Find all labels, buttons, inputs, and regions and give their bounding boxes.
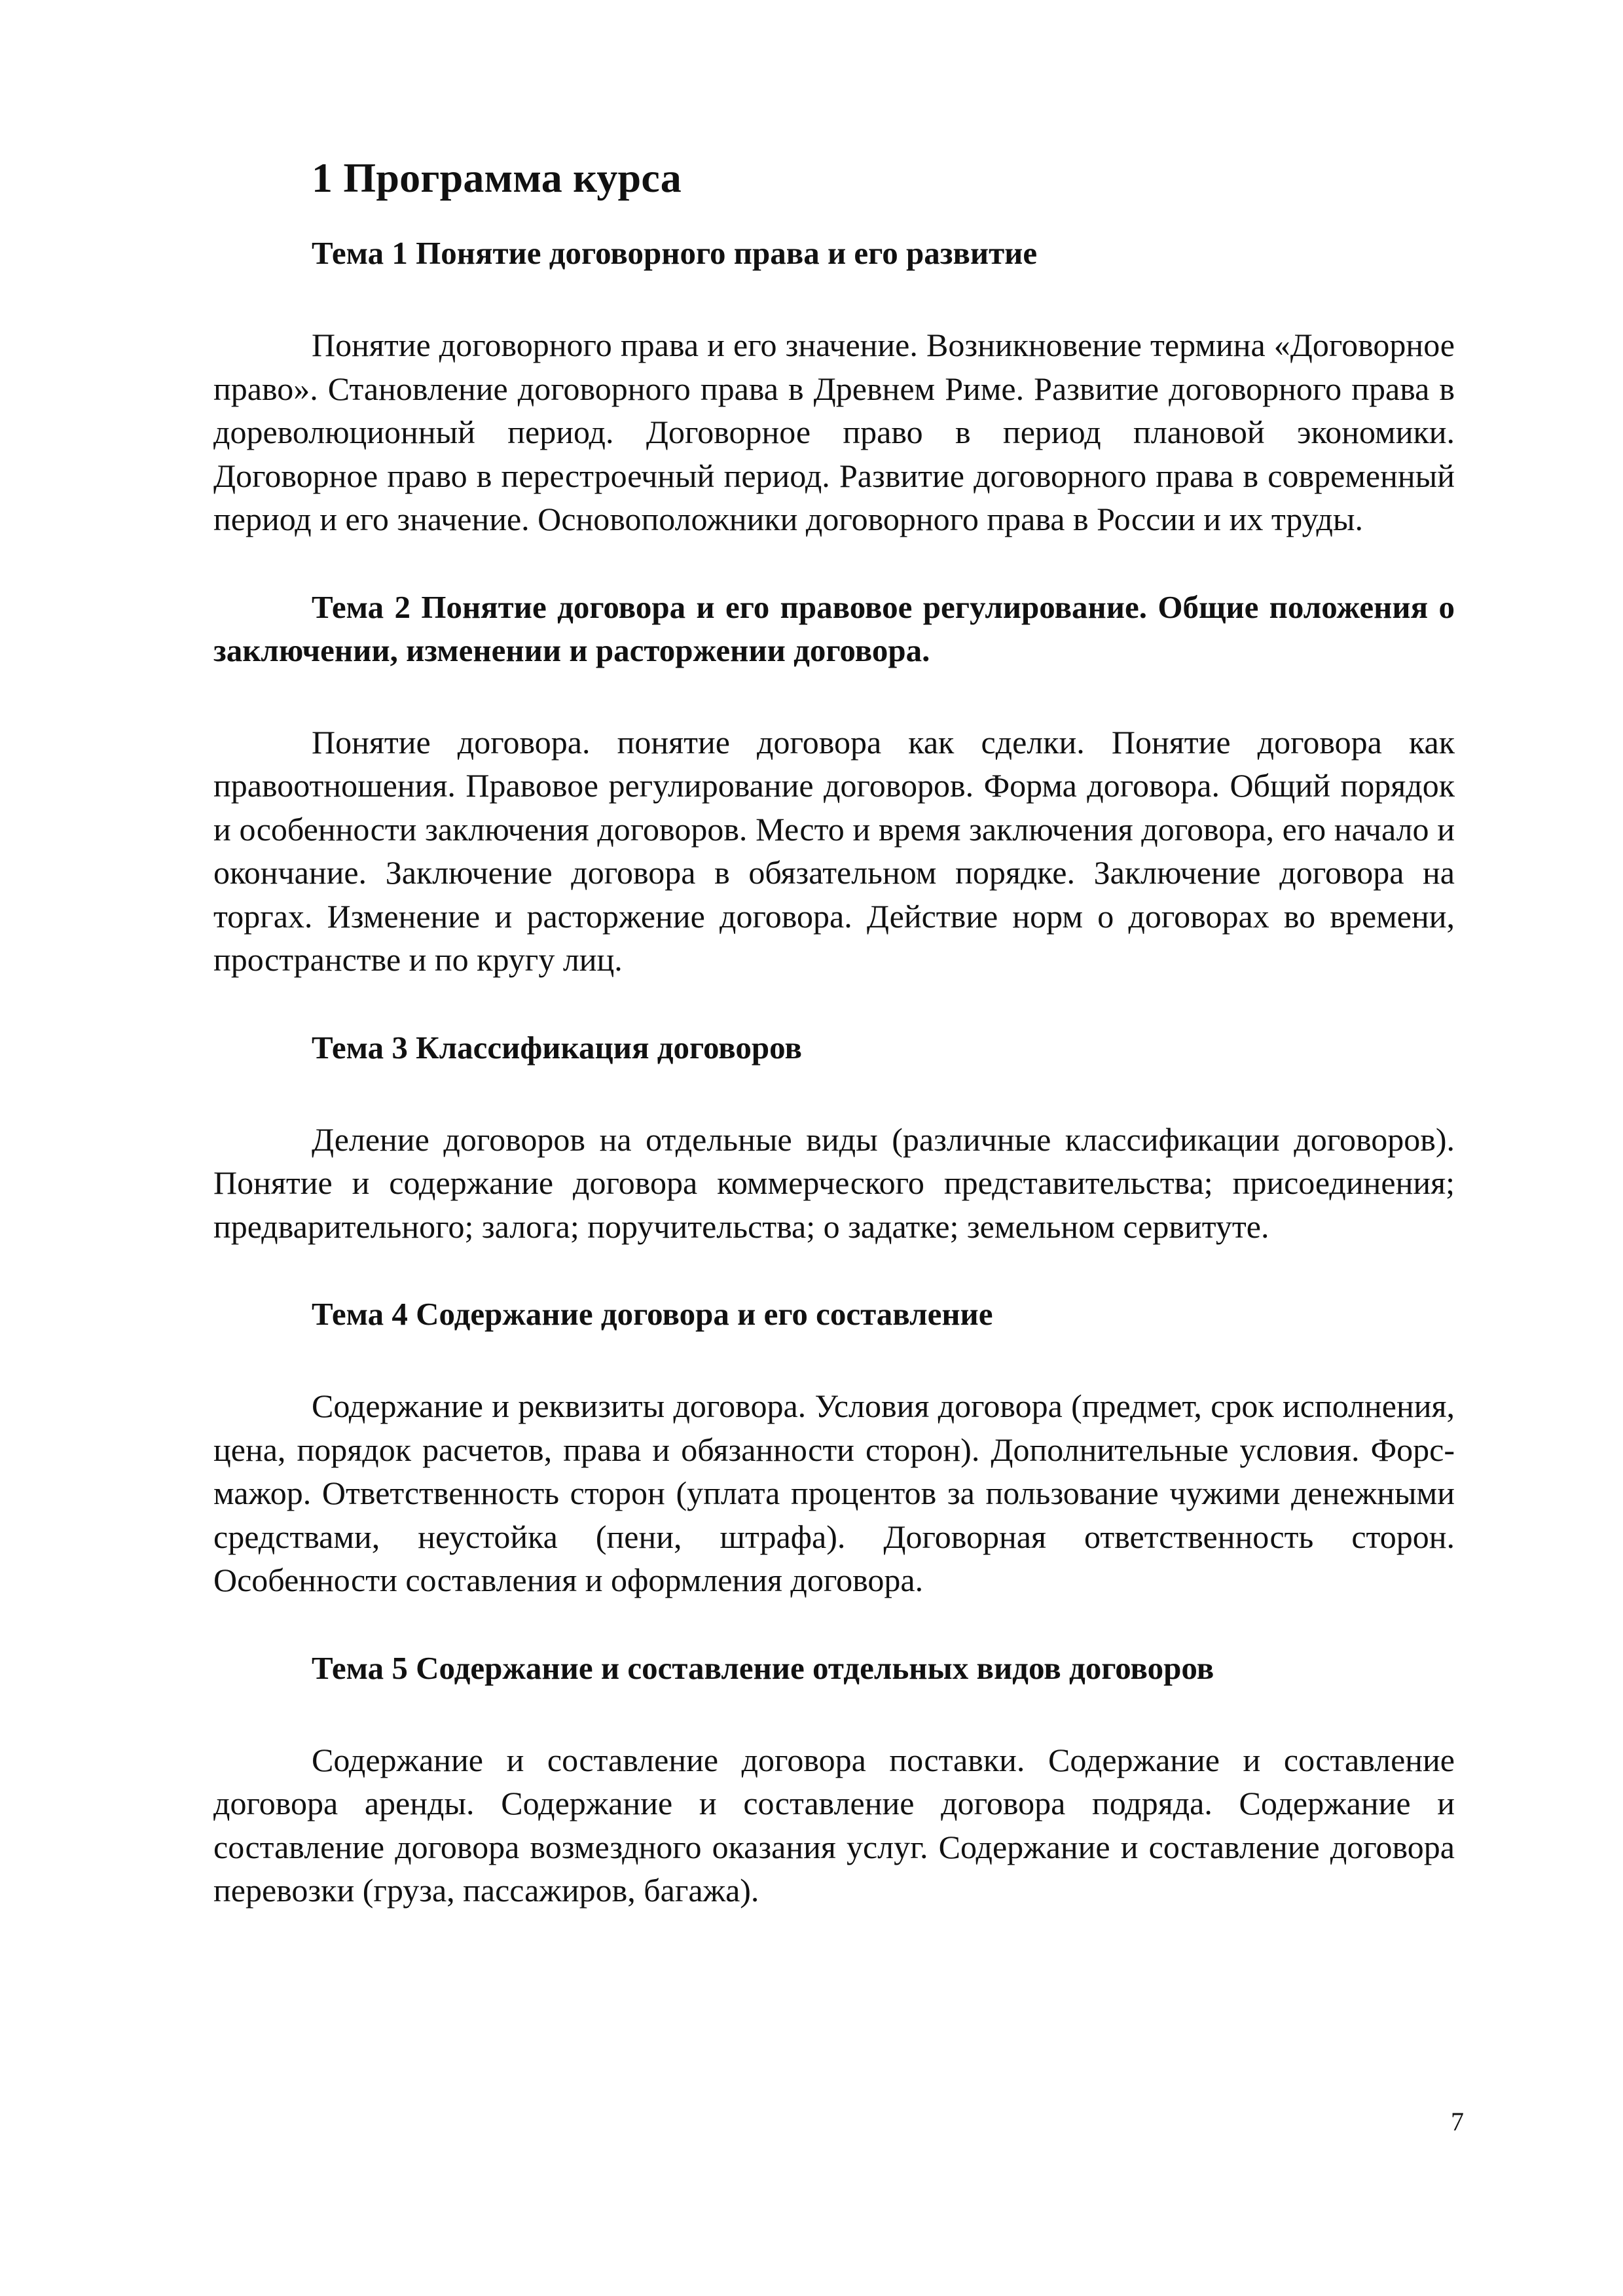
topic-1-title: Тема 1 Понятие договорного права и его развитие (312, 235, 1038, 271)
chapter-title: 1 Программа курса (312, 154, 682, 201)
topic-4-paragraph: Содержание и реквизиты договора. Условия договора (предмет, срок исполнения, цена, порядок расчетов, права и обязанности сторон). Дополнительные условия. Форс-мажор. Ответственность сторон (уплата процентов за пользование чужими денежными средствами, неустойка (пени, штрафа). Договорная ответственность сторон. Особенности составления и оформления договора. (213, 1388, 1455, 1598)
topic-3-title: Тема 3 Классификация договоров (312, 1029, 802, 1066)
page-content (213, 151, 1455, 1912)
topic-2-paragraph: Понятие договора. понятие договора как сделки. Понятие договора как правоотношения. Правовое регулирование договоров. Форма договора. Общий порядок и особенности заключения договоров. Место и время заключения договора, его начало и окончание. Заключение договора в обязательном порядке. Заключение договора на торгах. Изменение и расторжение договора. Действие норм о договорах во времени, пространстве и по кругу лиц. (213, 723, 1455, 978)
topic-5-paragraph: Содержание и составление договора поставки. Содержание и составление договора аренды. Содержание и составление договора подряда. Содержание и составление договора возмездного оказания услуг. Содержание и составление договора перевозки (груза, пассажиров, багажа). (213, 1741, 1455, 1909)
page-number: 7 (1451, 2107, 1464, 2136)
topic-5-title: Тема 5 Содержание и составление отдельных видов договоров (312, 1649, 1214, 1686)
topic-3-paragraph: Деление договоров на отдельные виды (различные классификации договоров). Понятие и содержание договора коммерческого представительства; присоединения; предварительного; залога; поручительства; о задатке; земельном сервитуте. (213, 1121, 1455, 1245)
topic-4-title: Тема 4 Содержание договора и его составление (312, 1296, 993, 1332)
topic-2-title: Тема 2 Понятие договора и его правовое регулирование. Общие положения о заключении, изменении и расторжении договора. (213, 588, 1455, 668)
topic-1-paragraph: Понятие договорного права и его значение. Возникновение термина «Договорное право». Становление договорного права в Древнем Риме. Развитие договорного права в дореволюционный период. Договорное право в период плановой экономики. Договорное право в перестроечный период. Развитие договорного права в современный период и его значение. Основоположники договорного права в России и их труды. (213, 327, 1455, 537)
